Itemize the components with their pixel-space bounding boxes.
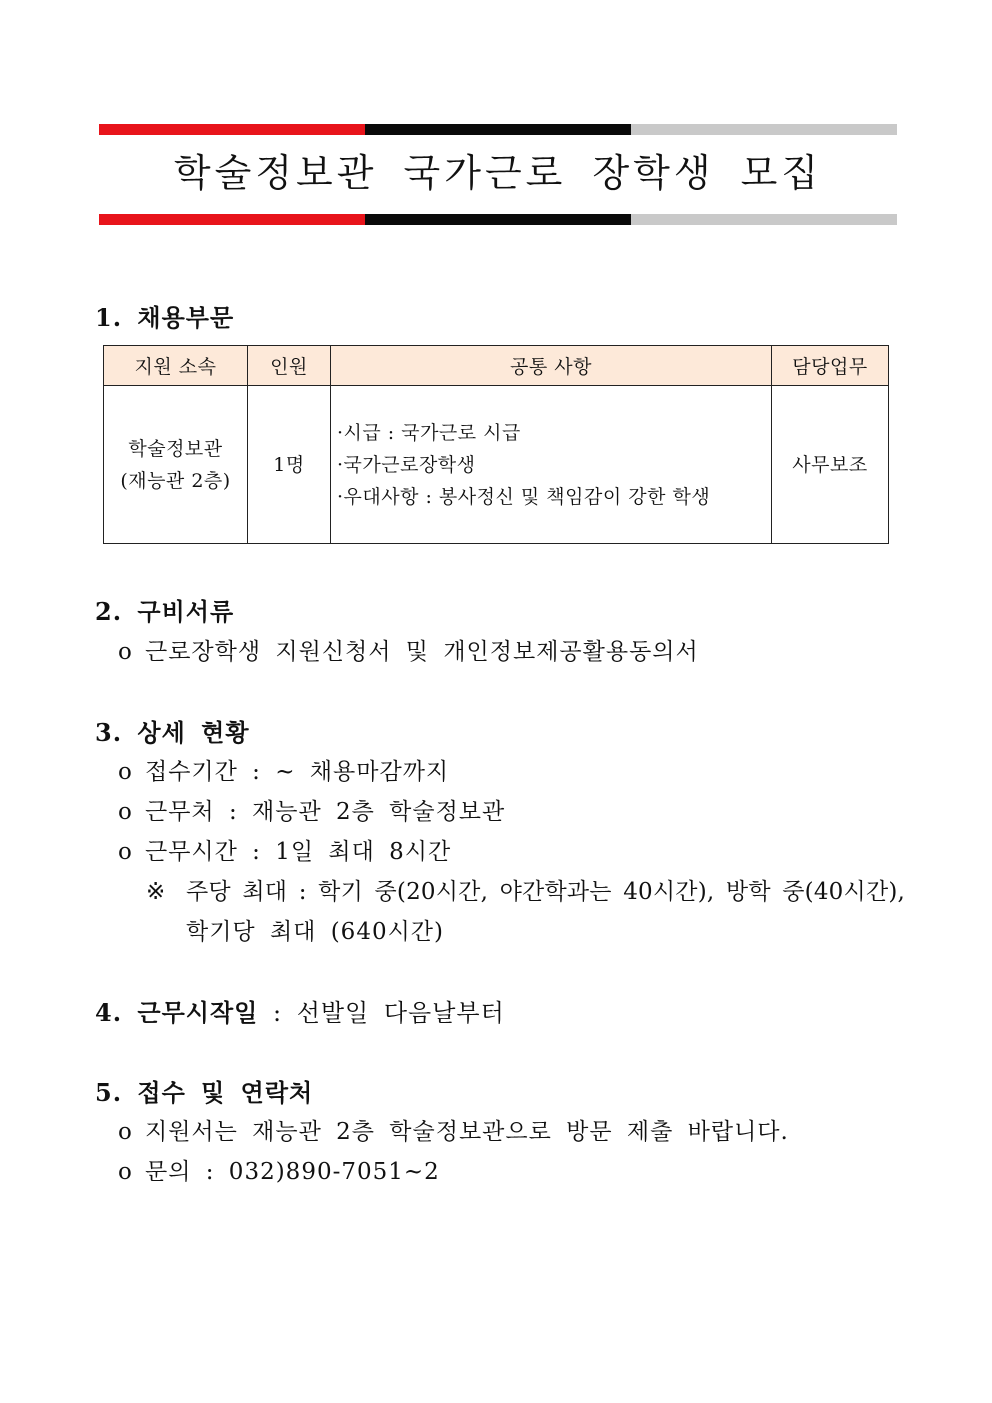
bottom-color-bar (99, 214, 897, 225)
dept-line1: 학술정보관 (128, 437, 223, 460)
common-item: ·우대사항 : 봉사정신 및 책임감이 강한 학생 (337, 485, 711, 508)
list-item: o 접수기간 : ~ 채용마감까지 (118, 759, 450, 785)
section-heading-5: 5. 접수 및 연락처 (95, 1078, 314, 1107)
section-heading-1: 1. 채용부문 (95, 303, 235, 332)
section-heading-3: 3. 상세 현황 (95, 718, 250, 747)
common-item: ·국가근로장학생 (337, 453, 476, 476)
table-row (104, 386, 889, 544)
table-header-dept: 지원 소속 (104, 346, 248, 386)
section-heading-2: 2. 구비서류 (95, 597, 235, 626)
page-title: 학술정보관 국가근로 장학생 모집 (173, 151, 823, 195)
note-mark: ※ (146, 879, 166, 905)
note-line: 학기당 최대 (640시간) (186, 919, 444, 945)
list-item: o 지원서는 재능관 2층 학술정보관으로 방문 제출 바랍니다. (118, 1119, 789, 1145)
list-item: o 근무시간 : 1일 최대 8시간 (118, 839, 452, 865)
dept-line2: (재능관 2층) (120, 469, 231, 492)
table-header-duty: 담당업무 (772, 346, 889, 386)
table-cell-common (331, 386, 772, 544)
recruit-table (103, 345, 889, 544)
note-line: ※ 주당 최대 : 학기 중(20시간, 야간학과는 40시간), 방학 중(40시간), (146, 879, 906, 905)
table-cell-duty: 사무보조 (772, 386, 889, 544)
list-item: o 문의 : 032)890-7051~2 (118, 1159, 440, 1185)
table-cell-count: 1명 (248, 386, 331, 544)
list-item: o 근로장학생 지원신청서 및 개인정보제공활용동의서 (118, 639, 699, 665)
section-heading-4: 4. 근무시작일 : 선발일 다음날부터 (95, 998, 505, 1027)
table-cell-dept (104, 386, 248, 544)
start-date-text: : 선발일 다음날부터 (258, 999, 505, 1027)
common-item: ·시급 : 국가근로 시급 (337, 421, 521, 444)
top-color-bar (99, 124, 897, 135)
table-header-common: 공통 사항 (331, 346, 772, 386)
list-item: o 근무처 : 재능관 2층 학술정보관 (118, 799, 506, 825)
table-header-row (104, 346, 889, 386)
table-header-count: 인원 (248, 346, 331, 386)
bullet: o (118, 639, 133, 665)
